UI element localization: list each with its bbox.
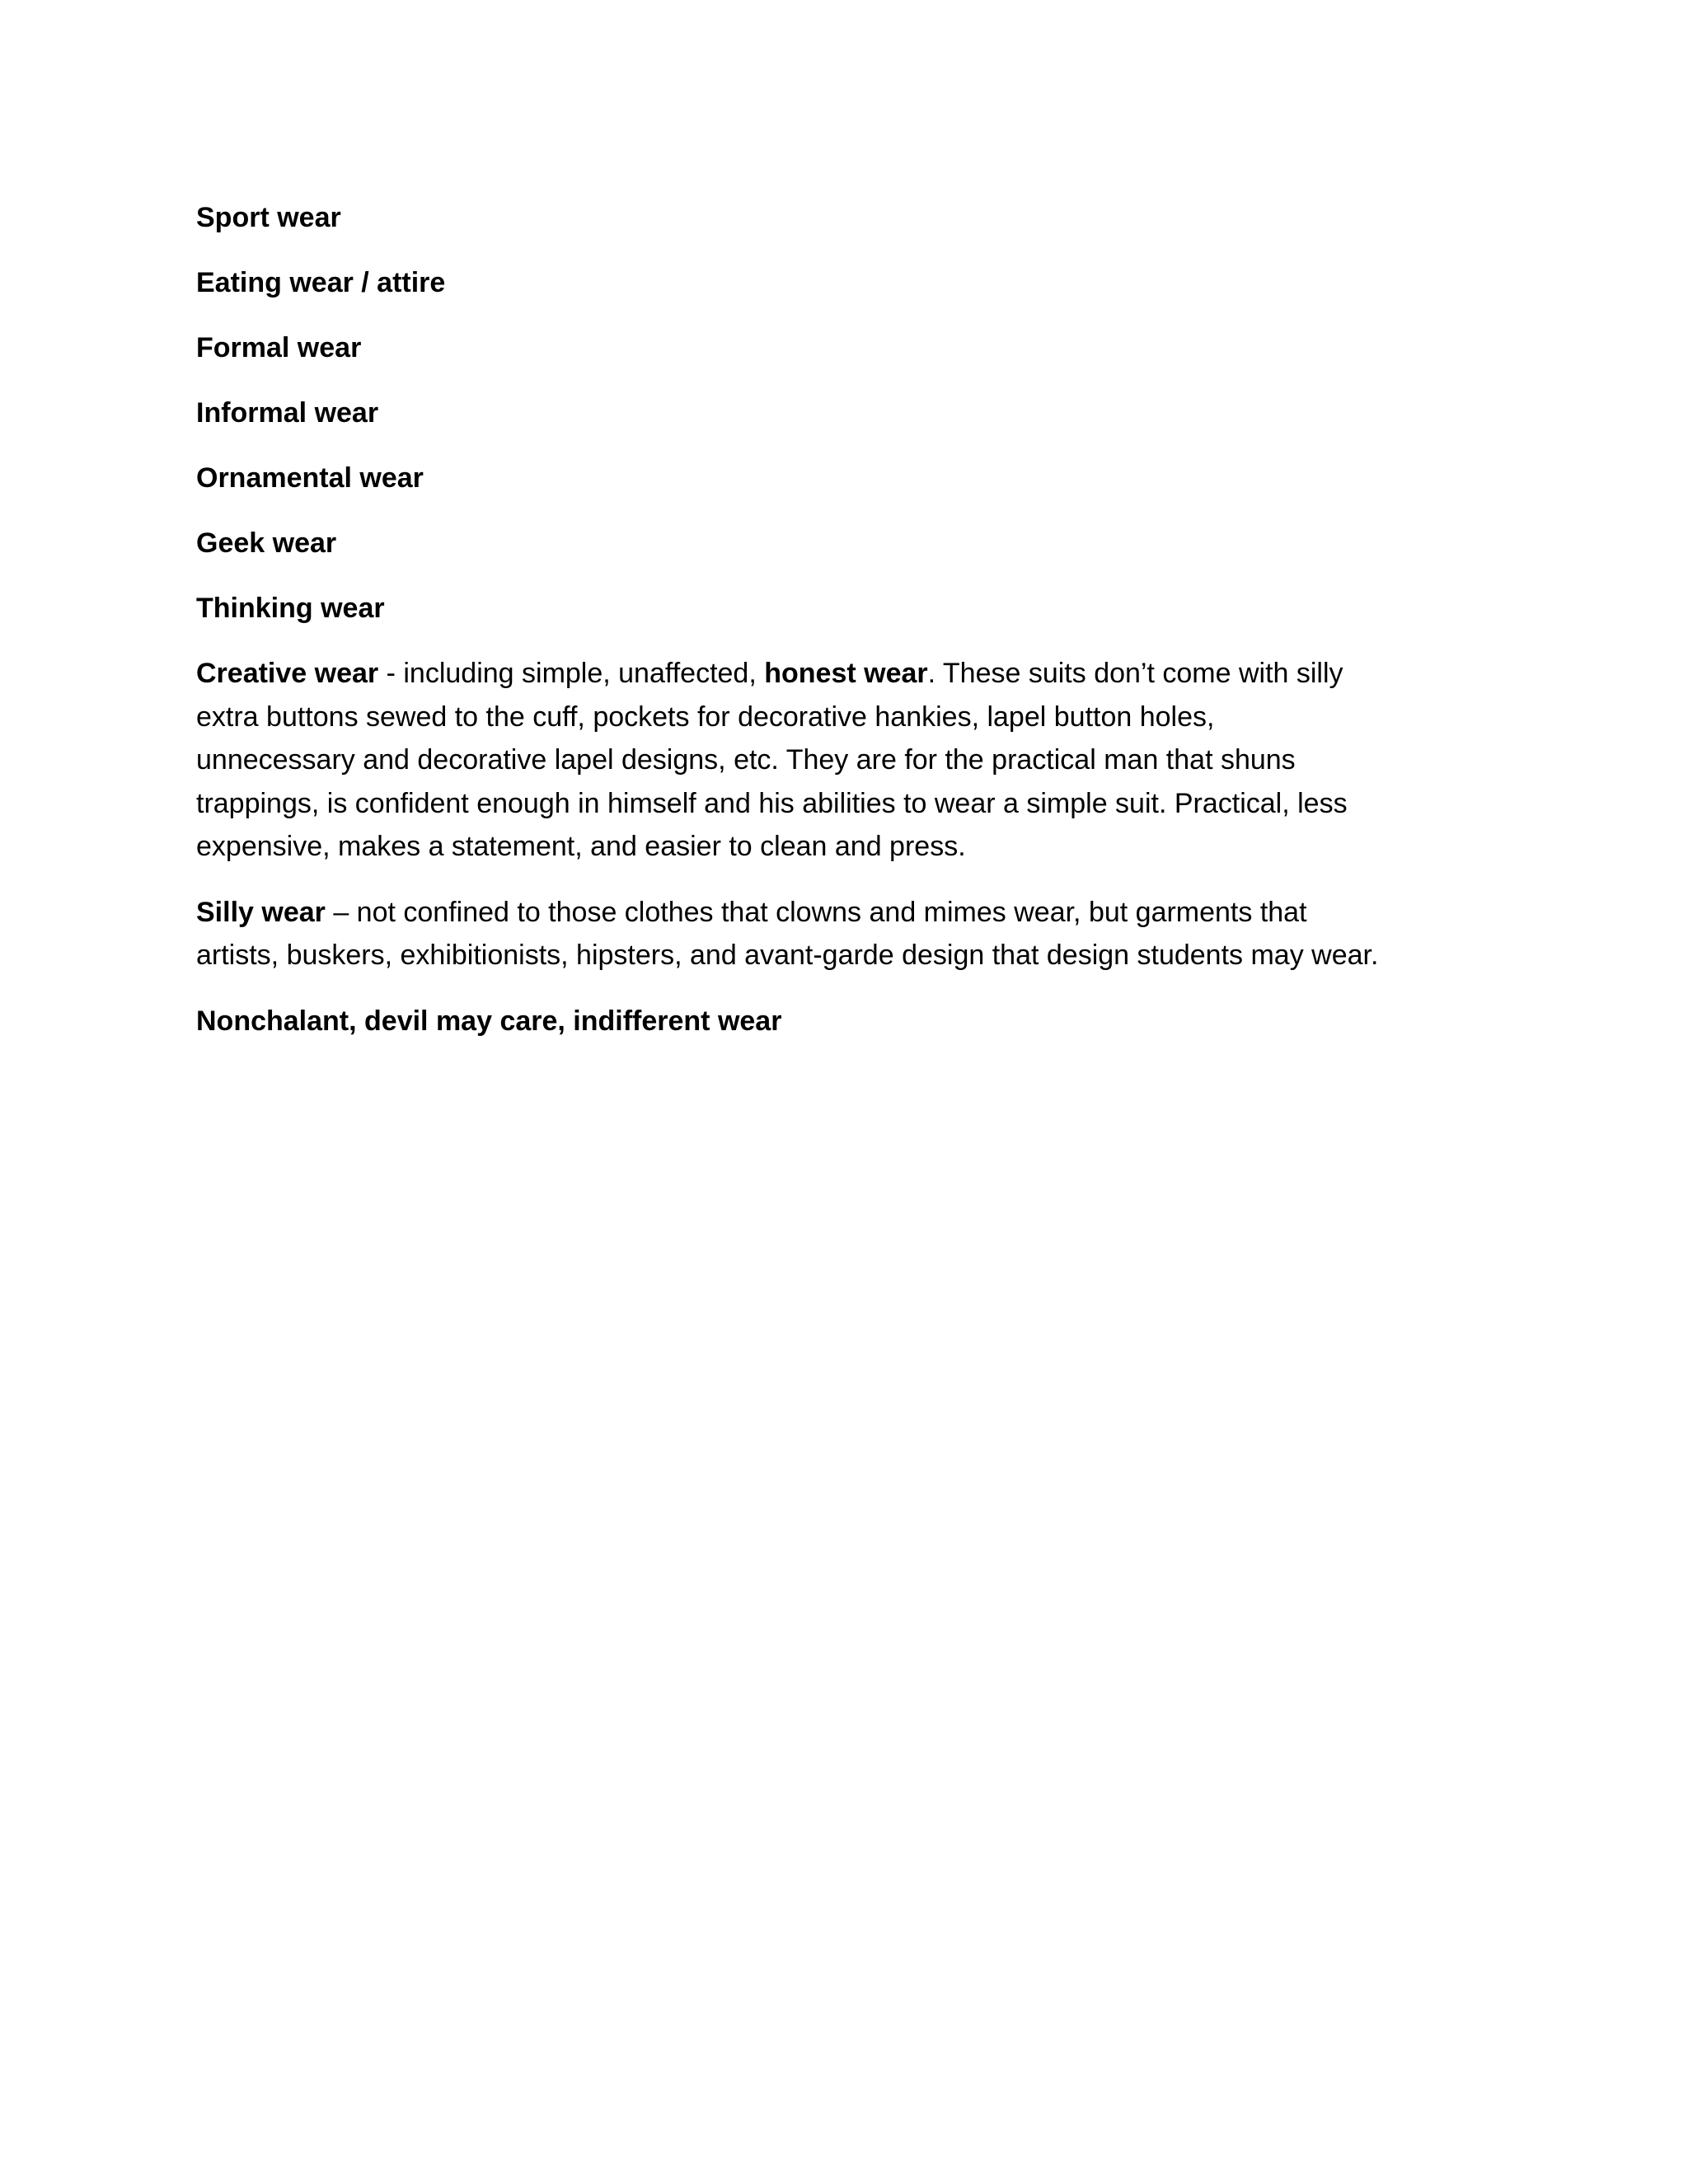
paragraph-line: trappings, is confident enough in himself and his abilities to wear a simple suit. Practical, less	[196, 787, 1348, 819]
term-honest-wear: honest wear	[764, 658, 928, 689]
paragraph-text: – not confined to those clothes that clowns and mimes wear, but garments that	[325, 896, 1307, 928]
heading-thinking-wear: Thinking wear	[196, 593, 385, 624]
heading-nonchalant-wear: Nonchalant, devil may care, indifferent wear	[196, 1005, 782, 1037]
paragraph-line: unnecessary and decorative lapel designs, etc. They are for the practical man that shuns	[196, 744, 1296, 776]
paragraph-text: - including simple, unaffected,	[378, 658, 765, 689]
heading-informal-wear: Informal wear	[196, 397, 379, 429]
paragraph-silly-wear	[196, 891, 1515, 977]
term-creative-wear: Creative wear	[196, 658, 379, 689]
heading-ornamental-wear: Ornamental wear	[196, 462, 424, 494]
heading-eating-wear: Eating wear / attire	[196, 267, 446, 298]
paragraph-creative-wear	[196, 652, 1515, 869]
paragraph-line	[196, 652, 1515, 696]
paragraph-line	[196, 891, 1515, 935]
paragraph-line: artists, buskers, exhibitionists, hipsters, and avant-garde design that design students may wear.	[196, 940, 1379, 971]
heading-geek-wear: Geek wear	[196, 527, 337, 559]
heading-formal-wear: Formal wear	[196, 332, 362, 363]
paragraph-text: . These suits don’t come with silly	[927, 658, 1343, 689]
paragraph-line: extra buttons sewed to the cuff, pockets for decorative hankies, lapel button holes,	[196, 701, 1215, 733]
term-silly-wear: Silly wear	[196, 896, 326, 928]
document-body	[196, 196, 1515, 1065]
paragraph-line: expensive, makes a statement, and easier to clean and press.	[196, 831, 966, 862]
heading-sport-wear: Sport wear	[196, 202, 341, 233]
